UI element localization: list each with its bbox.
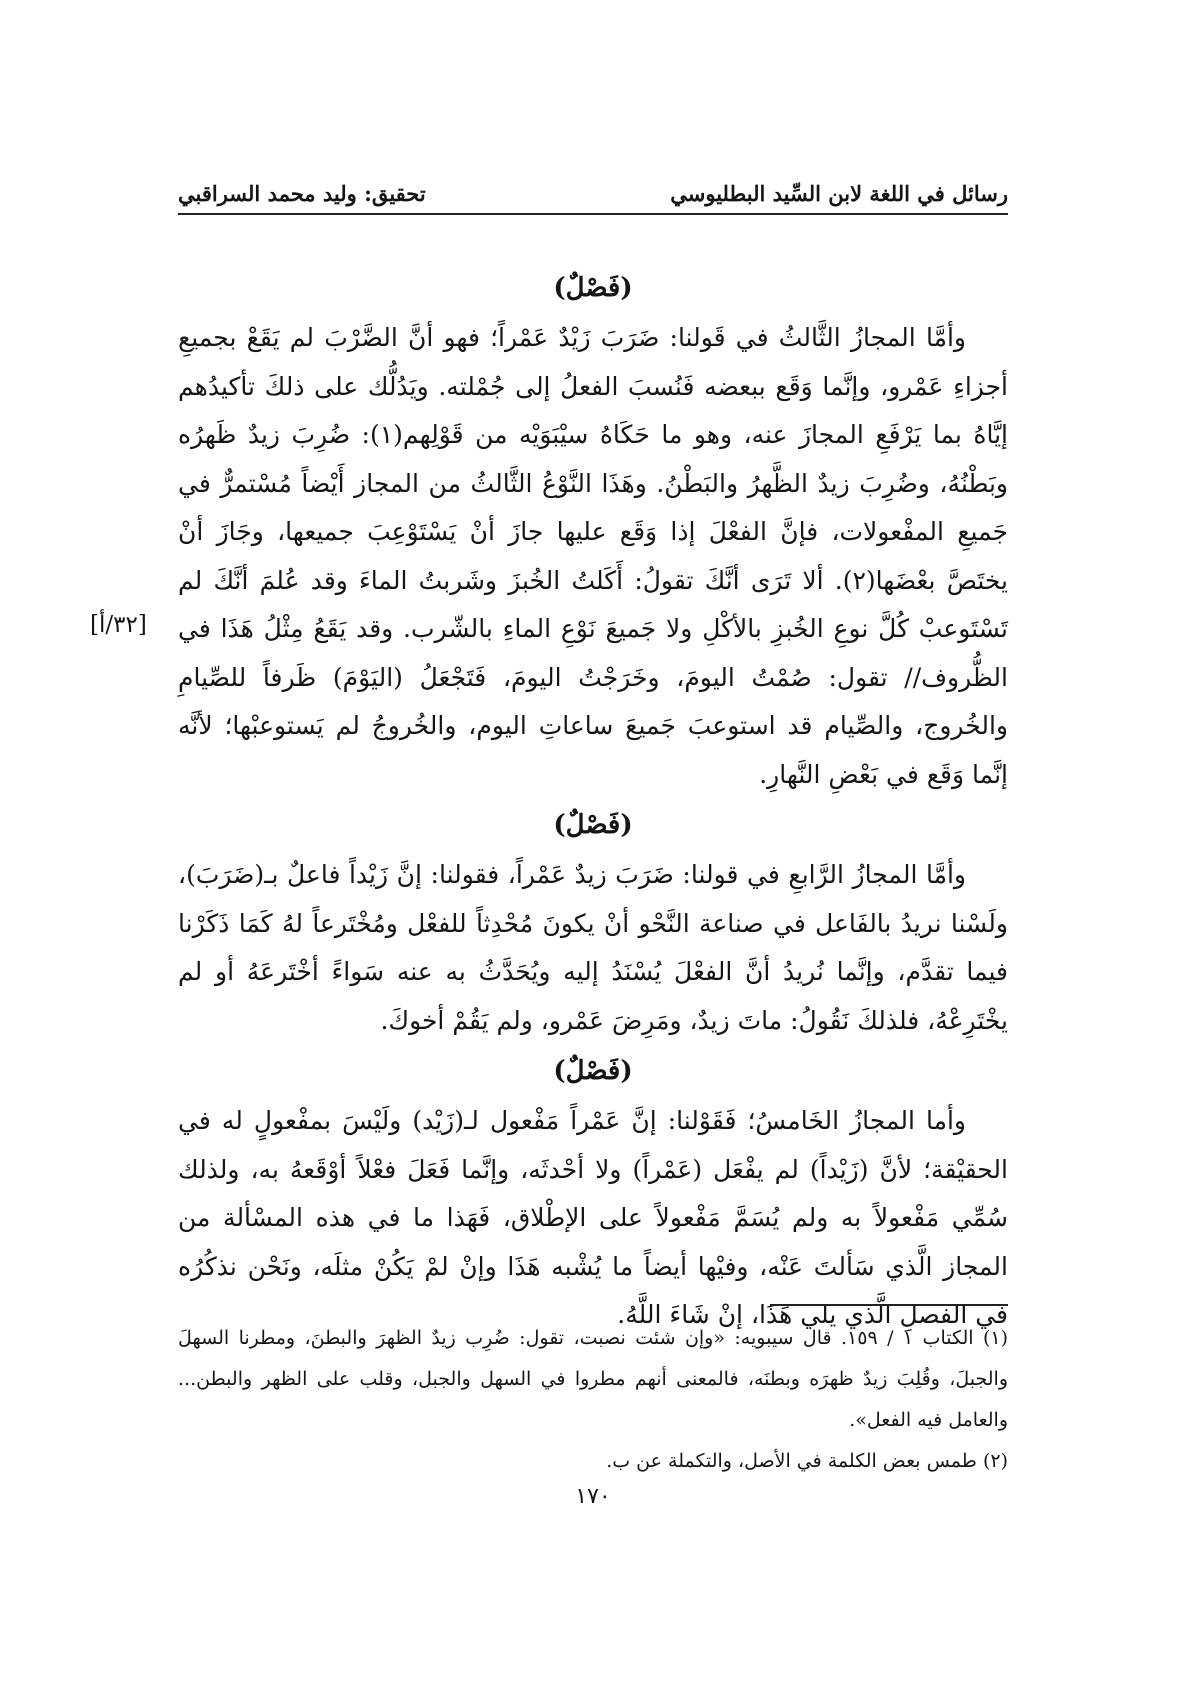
section-3: [178, 1045, 1008, 1340]
footnote-2: (٢) طمس بعض الكلمة في الأصل، والتكملة عن ب.: [606, 1450, 1008, 1472]
section-heading: (فَصْلٌ): [553, 810, 633, 840]
section-paragraph: وأما المجازُ الخَامسُ؛ فَقَوْلنا: إنَّ عَمْراً مَفْعول لـ(زَيْد) ولَيْسَ بمفْعولٍ له في الحقيْقة؛ لأنَّ (زَيْداً) لم يفْعَل (عَمْراً) ولا أحْدثَه، وإنَّما فَعَلَ فعْلاً أوْقَعهُ به، ولذلك سُمِّي مَفْعولاً به ولم يُسَمَّ مَفْعولاً على الإطْلاق، فَهَذا ما في هذه المسْألة من المجاز الَّذي سَألتَ عَنْه، وفيْها أيضاً ما يُشْبه هَذَا وإنْ لمْ يَكُنْ مثلَه، ونَحْن نذكُرُه في الفصلِ الَّذي يلي هَذَا، إنْ شَاءَ اللَّهُ.: [178, 1106, 1008, 1329]
section-paragraph: وأمَّا المجازُ الرَّابعِ في قولنا: ضَرَبَ زيدٌ عَمْراً، فقولنا: إنَّ زَيْداً فاعلٌ بـ(ضَرَبَ)، ولَسْنا نريدُ بالفَاعل في صناعة النَّحْو أنْ يكونَ مُحْدِثاً للفعْل ومُخْتَرعاً لهُ كَمَا ذَكَرْنا فيما تقدَّم، وإنَّما نُريدُ أنَّ الفعْلَ يُسْنَدُ إليه ويُحَدَّثُ به عنه سَواءً أخْتَرعَهُ أو لم يخْتَرِعْهُ، فلذلكَ نَقُولُ: ماتَ زيدٌ، ومَرِضَ عَمْرو، ولم يَقُمْ أخوكَ.: [178, 860, 1008, 1035]
footnotes: [178, 1318, 1008, 1482]
section-paragraph: وأمَّا المجازُ الثَّالثُ في قَولنا: ضَرَبَ زَيْدٌ عَمْراً؛ فهو أنَّ الضَّرْبَ لم يَقَعْ بجميعِ أجزاءِ عَمْرو، وإنَّما وَقَع ببعضه فَنُسبَ الفعلُ إلى جُمْلته. ويَدُلُّك على ذلكَ تأكيدُهم إيَّاهُ بما يَرْفَعِ المجازَ عنه، وهو ما حَكَاهُ سيْبَوَيْه من قَوْلِهم(١): ضُرِبَ زيدٌ ظَهرُه وبَطْنُهُ، وضُرِبَ زيدٌ الظَّهرُ والبَطْنُ. وهَذَا النَّوْعُ الثَّالثُ من المجاز أَيْضاً مُسْتمرٌّ في جَميعِ المفْعولات، فإنَّ الفعْلَ إذا وَقَع عليها جازَ أنْ يَسْتَوْعِبَ جميعها، وجَازَ أنْ يختَصَّ بعْضَها(٢). ألا تَرَى أنَّكَ تقولُ: أَكَلتُ الخُبزَ وشَربتُ الماءَ وقد عُلمَ أنَّكَ لم تَسْتَوعبْ كُلَّ نوعِ الخُبزِ بالأكْلِ ولا جَميعَ نَوْعِ الماءِ بالشّرب. وقد يَقَعُ مِثْلُ هَذَا في الظُّروف// تقول: صُمْتُ اليومَ، وخَرَجْتُ اليومَ، فَتَجْعَلُ (اليَوْمَ) ظَرفاً للصِّيامِ والخُروج، والصِّيام قد استوعبَ جَميعَ ساعاتِ اليوم، والخُروجُ لم يَستوعبْها؛ لأنَّه إنَّما وَقَع في بَعْضِ النَّهارِ.: [178, 323, 1008, 789]
section-1: [178, 262, 1008, 799]
running-header: [178, 166, 1008, 206]
section-heading: (فَصْلٌ): [553, 1056, 633, 1086]
header-rule: [178, 213, 1008, 215]
page-number: ١٧٠: [575, 1484, 611, 1509]
section-2: [178, 799, 1008, 1045]
manuscript-folio-note: [٣٢/أ]: [90, 612, 147, 638]
editor-credit: تحقيق: وليد محمد السراقبي: [178, 181, 426, 206]
main-text: [178, 262, 1008, 1340]
footnote-1: (١) الكتاب ١ / ١٥٩. قال سيبويه: «وإن شئت نصبت، تقول: ضُرِب زيدٌ الظهرَ والبطنَ، ومطرنا السهلَ والجبلَ، وقُلِبَ زيدٌ ظهرَه وبطنَه، فالمعنى أنهم مطروا في السهل والجبل، وقلب على الظهر والبطن... والعامل فيه الفعل».: [178, 1327, 1009, 1431]
book-title: رسائل في اللغة لابن السِّيد البطليوسي: [670, 181, 1008, 206]
footnote-rule: [770, 1304, 1008, 1306]
section-heading: (فَصْلٌ): [553, 273, 633, 303]
